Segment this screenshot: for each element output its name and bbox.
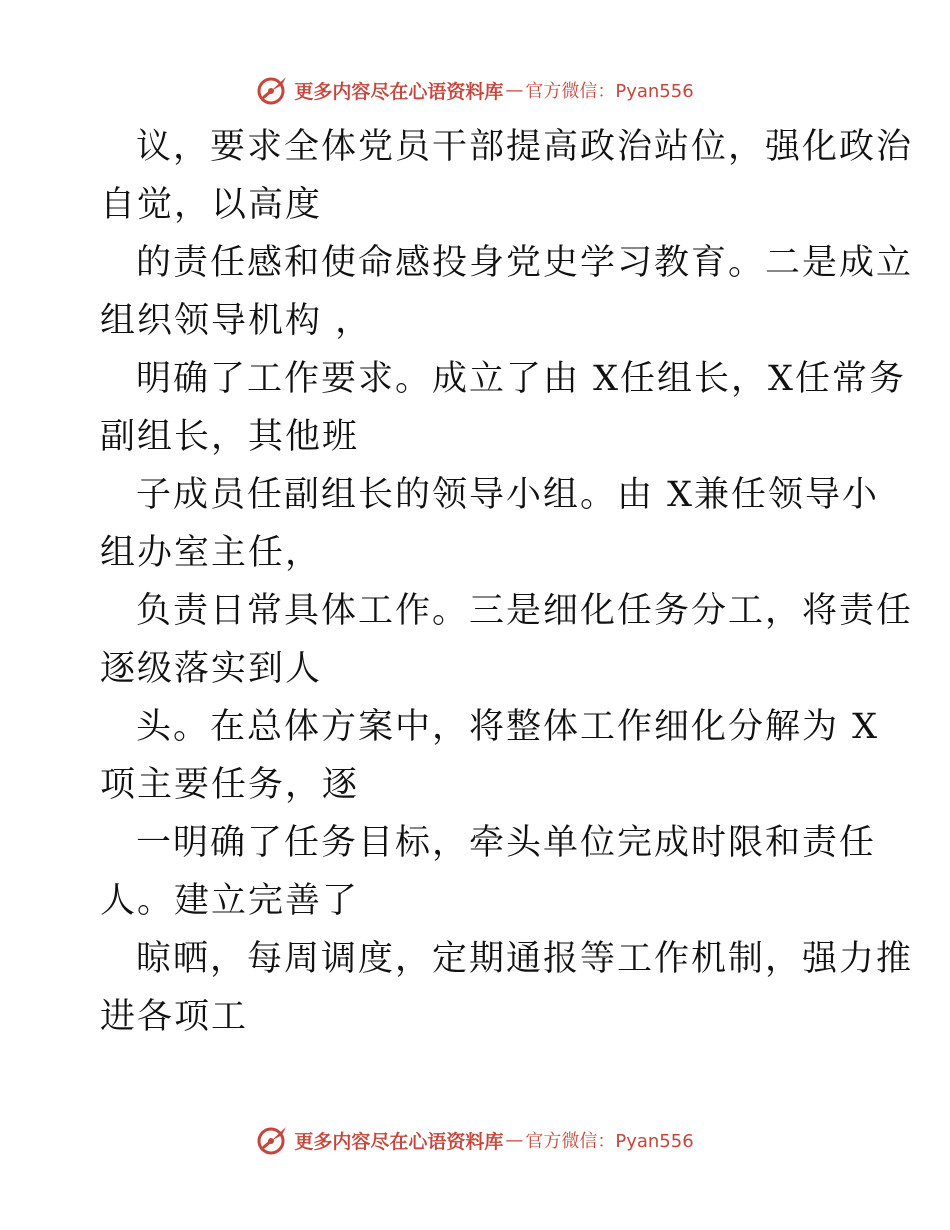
footer-banner-text: 更多内容尽在心语资料库: [294, 1130, 504, 1153]
header-banner-dash: —: [505, 79, 524, 101]
header-banner-wechat: 官方微信：Pyan556: [525, 81, 694, 102]
quill-logo-icon: [256, 73, 290, 107]
document-body: [100, 118, 914, 1046]
body-line: 进各项工: [100, 997, 249, 1037]
body-line: 议，要求全体党员干部提高政治站位，强化政治: [136, 127, 914, 167]
body-line: 晾晒，每周调度，定期通报等工作机制，强力推: [136, 939, 914, 979]
body-line: 组织领导机构 ，: [100, 301, 373, 341]
body-line: 人。建立完善了: [100, 881, 360, 921]
body-line: 明确了工作要求。成立了由 X任组长，X任常务: [136, 359, 906, 399]
body-line: 头。在总体方案中，将整体工作细化分解为 X: [136, 707, 880, 747]
body-line: 一明确了任务目标，牵头单位完成时限和责任: [136, 823, 877, 863]
body-line: 组办室主任，: [100, 533, 323, 573]
footer-banner-wechat: 官方微信：Pyan556: [525, 1131, 694, 1152]
body-line: 副组长，其他班: [100, 417, 360, 457]
header-banner-text: 更多内容尽在心语资料库: [294, 80, 504, 103]
body-line: 项主要任务，逐: [100, 765, 360, 805]
body-line: 自觉，以高度: [100, 185, 323, 225]
body-line: 负责日常具体工作。三是细化任务分工，将责任: [136, 591, 914, 631]
quill-logo-icon: [256, 1123, 290, 1157]
header-banner: [0, 70, 950, 110]
body-line: 逐级落实到人: [100, 649, 323, 689]
footer-banner-dash: —: [505, 1129, 524, 1151]
body-line: 的责任感和使命感投身党史学习教育。二是成立: [136, 243, 914, 283]
footer-banner: [0, 1120, 950, 1160]
body-line: 子成员任副组长的领导小组。由 X兼任领导小: [136, 475, 880, 515]
